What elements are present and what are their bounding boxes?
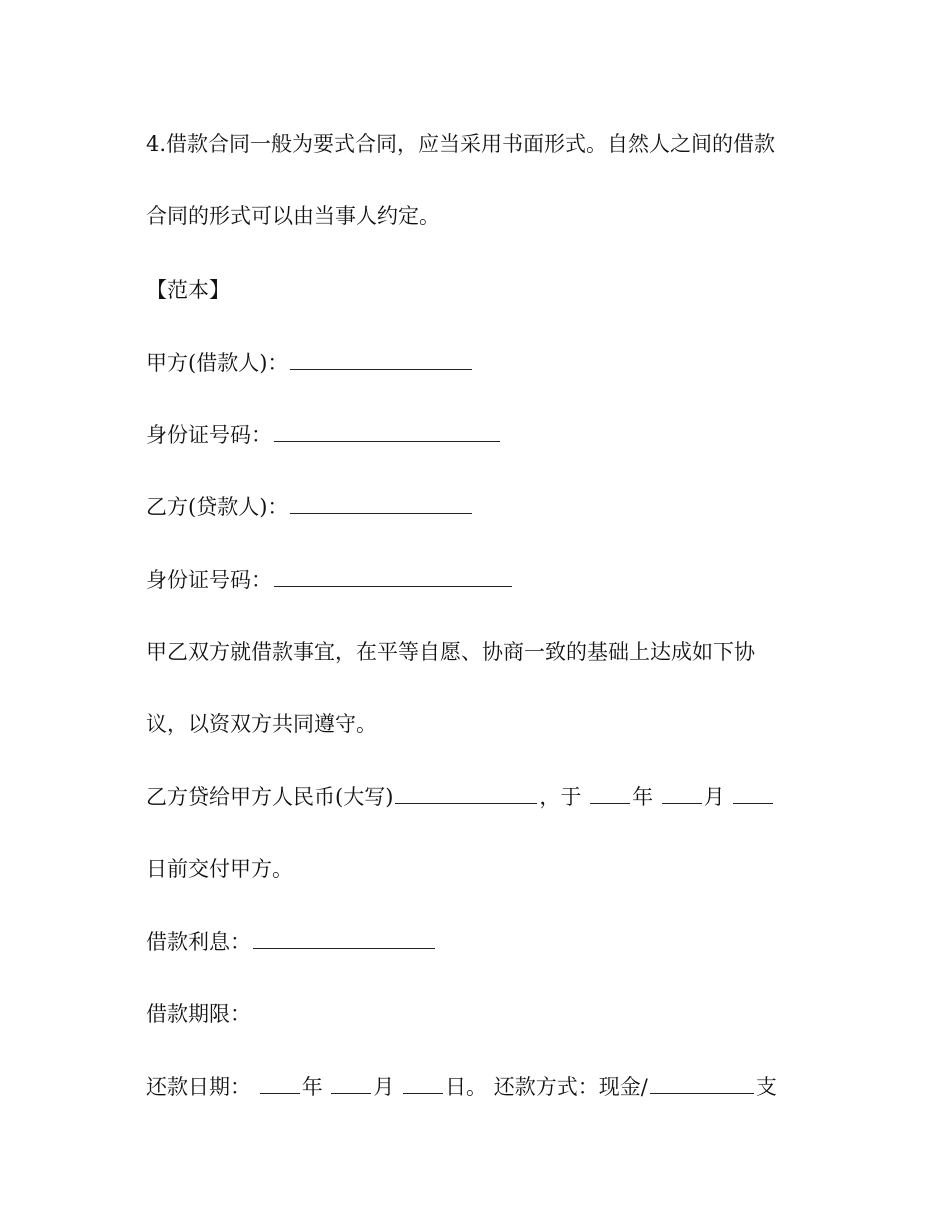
loan-year-label: 年 — [632, 785, 654, 809]
party-b-id-row — [146, 566, 514, 594]
party-b-row — [146, 493, 474, 521]
repay-day-blank — [403, 1073, 443, 1094]
party-a-id-blank — [274, 421, 500, 442]
template-heading: 【范本】 — [146, 278, 230, 302]
agreement-line-2: 议，以资双方共同遵守。 — [146, 712, 377, 736]
interest-label: 借款利息： — [146, 930, 251, 954]
loan-month-label: 月 — [703, 785, 725, 809]
party-a-row — [146, 349, 474, 377]
paragraph-4-line-1: 4.借款合同一般为要式合同，应当采用书面形式。自然人之间的借款 — [146, 132, 776, 156]
agreement-line-1: 甲乙双方就借款事宜，在平等自愿、协商一致的基础上达成如下协 — [146, 640, 755, 664]
party-a-label: 甲方(借款人)： — [146, 351, 289, 375]
loan-comma-yu: ，于 — [539, 785, 582, 809]
term-label: 借款期限： — [146, 1002, 251, 1026]
loan-line-2: 日前交付甲方。 — [146, 857, 293, 881]
loan-amount-blank — [395, 783, 537, 804]
loan-amount-row — [146, 783, 775, 811]
repay-zhi: 支 — [755, 1075, 777, 1099]
repay-year-blank — [260, 1073, 300, 1094]
party-b-id-blank — [274, 566, 512, 587]
paragraph-4-line-2: 合同的形式可以由当事人约定。 — [146, 204, 440, 228]
loan-day-blank — [733, 783, 773, 804]
repay-month-blank — [331, 1073, 371, 1094]
repay-method-blank — [650, 1073, 754, 1094]
loan-month-blank — [662, 783, 702, 804]
repay-row — [146, 1073, 777, 1101]
party-b-label: 乙方(贷款人)： — [146, 495, 289, 519]
party-a-blank — [290, 349, 472, 370]
party-a-id-row — [146, 421, 502, 449]
interest-blank — [253, 928, 435, 949]
loan-year-blank — [590, 783, 630, 804]
repay-year-label: 年 — [301, 1075, 323, 1099]
repay-month-label: 月 — [373, 1075, 395, 1099]
repay-method-label: 还款方式：现金/ — [493, 1075, 648, 1099]
interest-row — [146, 928, 437, 956]
party-a-id-label: 身份证号码： — [146, 423, 272, 447]
repay-date-label: 还款日期： — [146, 1075, 251, 1099]
repay-day-period: 日。 — [445, 1075, 488, 1099]
loan-prefix: 乙方贷给甲方人民币(大写) — [146, 785, 394, 809]
party-b-id-label: 身份证号码： — [146, 568, 272, 592]
party-b-blank — [290, 493, 472, 514]
